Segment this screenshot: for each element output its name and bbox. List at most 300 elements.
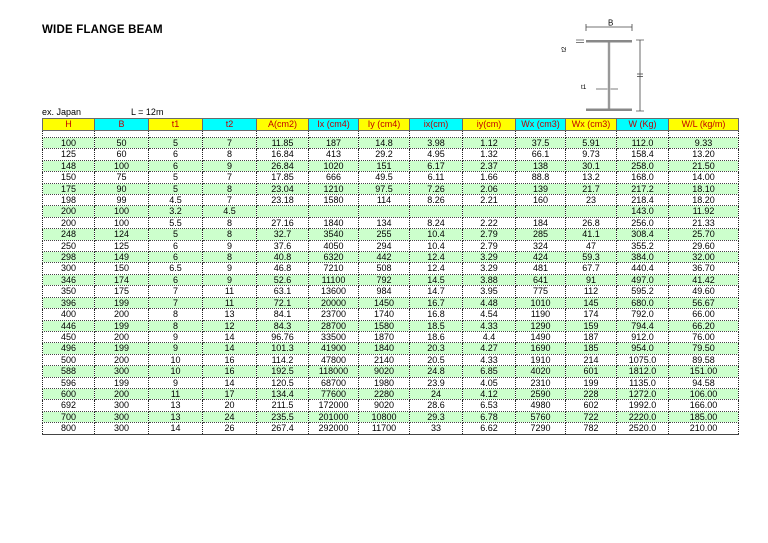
table-row (43, 206, 739, 217)
diagram-label-t2: t2 (561, 46, 568, 52)
table-cell: 125 (95, 240, 149, 251)
table-cell: 775 (516, 286, 566, 297)
table-cell: 20 (203, 400, 257, 411)
table-spacer-row (43, 131, 739, 138)
table-cell: 7 (149, 297, 203, 308)
table-cell: 6320 (309, 252, 359, 263)
table-cell (410, 206, 463, 217)
table-cell: 400 (43, 309, 95, 320)
table-row (43, 354, 739, 365)
table-cell: 41.42 (669, 274, 739, 285)
table-row (43, 229, 739, 240)
table-row (43, 263, 739, 274)
table-cell: 37.5 (516, 138, 566, 149)
table-cell: 1910 (516, 354, 566, 365)
table-cell: 134.4 (257, 388, 309, 399)
table-cell: 5.91 (566, 138, 617, 149)
header-wx-modulus-2: Wx (cm3) (566, 119, 617, 131)
table-cell (257, 206, 309, 217)
table-cell: 12.4 (410, 252, 463, 263)
table-cell: 7 (149, 286, 203, 297)
table-cell: 722 (566, 411, 617, 422)
table-cell: 8 (203, 252, 257, 263)
table-cell (359, 131, 410, 138)
table-cell: 1450 (359, 297, 410, 308)
table-cell: 101.3 (257, 343, 309, 354)
table-cell: 3.88 (463, 274, 516, 285)
table-cell: 413 (309, 149, 359, 160)
table-cell: 256.0 (617, 217, 669, 228)
table-cell: 4.33 (463, 354, 516, 365)
table-cell: 396 (43, 297, 95, 308)
table-cell: 346 (43, 274, 95, 285)
table-cell (516, 206, 566, 217)
table-cell: 300 (95, 423, 149, 434)
table-cell: 300 (95, 400, 149, 411)
table-cell: 5.5 (149, 217, 203, 228)
table-cell: 2.21 (463, 195, 516, 206)
table-cell: 11700 (359, 423, 410, 434)
table-cell: 23 (566, 195, 617, 206)
table-cell: 300 (95, 411, 149, 422)
header-h: H (43, 119, 95, 131)
table-cell: 23700 (309, 309, 359, 320)
table-cell (149, 131, 203, 138)
table-cell: 9020 (359, 366, 410, 377)
table-cell: 217.2 (617, 183, 669, 194)
table-cell: 308.4 (617, 229, 669, 240)
table-cell: 148 (43, 160, 95, 171)
table-cell: 588 (43, 366, 95, 377)
table-cell: 96.76 (257, 331, 309, 342)
table-cell: 3.2 (149, 206, 203, 217)
table-cell: 20000 (309, 297, 359, 308)
table-cell: 7 (203, 138, 257, 149)
table-cell: 14 (203, 343, 257, 354)
table-cell: 187 (566, 331, 617, 342)
table-cell: 602 (566, 400, 617, 411)
table-cell: 4.12 (463, 388, 516, 399)
table-cell: 29.60 (669, 240, 739, 251)
table-cell: 4.5 (149, 195, 203, 206)
table-cell: 912.0 (617, 331, 669, 342)
table-cell: 72.1 (257, 297, 309, 308)
table-cell: 30.1 (566, 160, 617, 171)
table-cell: 2.37 (463, 160, 516, 171)
table-row (43, 366, 739, 377)
table-cell: 114 (359, 195, 410, 206)
table-cell: 595.2 (617, 286, 669, 297)
table-cell: 143.0 (617, 206, 669, 217)
table-cell: 800 (43, 423, 95, 434)
table-cell: 954.0 (617, 343, 669, 354)
table-cell: 3.95 (463, 286, 516, 297)
table-cell: 8 (203, 229, 257, 240)
table-cell: 7 (203, 172, 257, 183)
table-cell: 40.8 (257, 252, 309, 263)
table-cell: 442 (359, 252, 410, 263)
header-ix-moment: Ix (cm4) (309, 119, 359, 131)
header-area: A(cm2) (257, 119, 309, 131)
table-cell: 88.8 (516, 172, 566, 183)
table-cell: 56.67 (669, 297, 739, 308)
header-iy-radius: iy(cm) (463, 119, 516, 131)
table-cell: 41900 (309, 343, 359, 354)
table-cell: 201000 (309, 411, 359, 422)
header-weight: W (Kg) (617, 119, 669, 131)
table-cell: 355.2 (617, 240, 669, 251)
table-row (43, 343, 739, 354)
table-cell: 1290 (516, 320, 566, 331)
table-cell: 2.06 (463, 183, 516, 194)
table-cell: 174 (95, 274, 149, 285)
table-cell: 9 (203, 160, 257, 171)
table-cell: 6 (149, 240, 203, 251)
table-cell: 14.7 (410, 286, 463, 297)
table-cell: 13.2 (566, 172, 617, 183)
table-cell: 199 (95, 297, 149, 308)
table-cell: 1135.0 (617, 377, 669, 388)
table-cell: 17.85 (257, 172, 309, 183)
table-cell: 255 (359, 229, 410, 240)
table-cell: 75 (95, 172, 149, 183)
table-cell: 4.5 (203, 206, 257, 217)
table-cell: 66.20 (669, 320, 739, 331)
table-cell: 14.00 (669, 172, 739, 183)
table-cell: 2310 (516, 377, 566, 388)
table-cell: 9 (203, 240, 257, 251)
table-cell: 5760 (516, 411, 566, 422)
table-row (43, 274, 739, 285)
table-cell: 600 (43, 388, 95, 399)
table-cell: 199 (95, 377, 149, 388)
table-row (43, 388, 739, 399)
table-cell: 596 (43, 377, 95, 388)
table-cell: 112.0 (617, 138, 669, 149)
table-cell: 4.95 (410, 149, 463, 160)
table-cell: 497.0 (617, 274, 669, 285)
header-wx-modulus: Wx (cm3) (516, 119, 566, 131)
table-cell: 26.8 (566, 217, 617, 228)
table-cell: 10 (149, 354, 203, 365)
table-cell: 1490 (516, 331, 566, 342)
table-cell: 33500 (309, 331, 359, 342)
table-row (43, 138, 739, 149)
table-cell: 18.10 (669, 183, 739, 194)
table-cell: 6.85 (463, 366, 516, 377)
table-cell: 32.00 (669, 252, 739, 263)
table-cell: 6.78 (463, 411, 516, 422)
table-cell: 267.4 (257, 423, 309, 434)
table-cell: 235.5 (257, 411, 309, 422)
table-cell: 47800 (309, 354, 359, 365)
table-cell: 16.8 (410, 309, 463, 320)
beam-spec-table (42, 118, 739, 435)
table-cell: 6 (149, 252, 203, 263)
table-cell: 23.04 (257, 183, 309, 194)
table-cell: 11.85 (257, 138, 309, 149)
table-cell: 2.22 (463, 217, 516, 228)
table-cell: 6 (149, 274, 203, 285)
table-header-row (43, 119, 739, 131)
table-cell: 666 (309, 172, 359, 183)
table-cell: 782 (566, 423, 617, 434)
table-cell: 8 (203, 217, 257, 228)
table-cell: 248 (43, 229, 95, 240)
table-cell: 172000 (309, 400, 359, 411)
table-cell: 199 (95, 343, 149, 354)
table-cell: 5 (149, 229, 203, 240)
table-cell: 2.79 (463, 240, 516, 251)
table-cell: 1840 (309, 217, 359, 228)
table-cell: 1020 (309, 160, 359, 171)
table-cell: 18.20 (669, 195, 739, 206)
table-cell: 7290 (516, 423, 566, 434)
table-cell: 9 (203, 263, 257, 274)
table-cell: 9 (149, 377, 203, 388)
beam-cross-section-diagram (552, 18, 652, 118)
table-cell: 79.50 (669, 343, 739, 354)
table-cell: 350 (43, 286, 95, 297)
table-cell: 4.05 (463, 377, 516, 388)
table-cell: 8 (203, 149, 257, 160)
table-cell: 84.1 (257, 309, 309, 320)
table-cell: 1690 (516, 343, 566, 354)
header-ix-radius: ix(cm) (410, 119, 463, 131)
table-cell: 18.5 (410, 320, 463, 331)
table-cell: 52.6 (257, 274, 309, 285)
table-cell: 8.26 (410, 195, 463, 206)
table-row (43, 172, 739, 183)
table-cell: 508 (359, 263, 410, 274)
table-cell: 692 (43, 400, 95, 411)
table-cell: 50 (95, 138, 149, 149)
header-weight-per-length: W/L (kg/m) (669, 119, 739, 131)
table-cell: 9.33 (669, 138, 739, 149)
table-cell: 200 (95, 388, 149, 399)
table-cell: 250 (43, 240, 95, 251)
table-cell (257, 131, 309, 138)
table-cell: 168.0 (617, 172, 669, 183)
table-cell: 10800 (359, 411, 410, 422)
table-cell: 33 (410, 423, 463, 434)
table-cell: 9020 (359, 400, 410, 411)
table-cell: 4.27 (463, 343, 516, 354)
table-cell: 300 (95, 366, 149, 377)
table-cell: 10.4 (410, 229, 463, 240)
table-row (43, 297, 739, 308)
table-cell: 1580 (309, 195, 359, 206)
table-cell: 145 (566, 297, 617, 308)
table-cell: 66.00 (669, 309, 739, 320)
table-cell: 187 (309, 138, 359, 149)
table-row (43, 400, 739, 411)
table-cell: 24 (410, 388, 463, 399)
table-cell (95, 131, 149, 138)
table-cell: 100 (95, 217, 149, 228)
table-cell: 218.4 (617, 195, 669, 206)
table-cell: 32.7 (257, 229, 309, 240)
table-cell: 106.00 (669, 388, 739, 399)
table-cell: 16.84 (257, 149, 309, 160)
table-cell: 3.29 (463, 252, 516, 263)
table-cell: 27.16 (257, 217, 309, 228)
table-cell: 481 (516, 263, 566, 274)
table-cell: 1272.0 (617, 388, 669, 399)
table-cell: 7 (203, 195, 257, 206)
table-cell: 2590 (516, 388, 566, 399)
table-cell: 3540 (309, 229, 359, 240)
table-cell: 29.2 (359, 149, 410, 160)
table-cell: 13600 (309, 286, 359, 297)
table-cell: 139 (516, 183, 566, 194)
table-cell: 9 (203, 274, 257, 285)
table-cell: 11 (203, 297, 257, 308)
table-cell: 214 (566, 354, 617, 365)
table-cell: 211.5 (257, 400, 309, 411)
table-cell (669, 131, 739, 138)
table-cell: 99 (95, 195, 149, 206)
table-cell (43, 131, 95, 138)
table-cell: 5 (149, 172, 203, 183)
table-cell: 200 (43, 206, 95, 217)
table-cell: 8.24 (410, 217, 463, 228)
table-cell: 60 (95, 149, 149, 160)
table-cell: 90 (95, 183, 149, 194)
table-cell: 185.00 (669, 411, 739, 422)
table-cell (309, 131, 359, 138)
table-cell: 10.4 (410, 240, 463, 251)
table-cell: 4020 (516, 366, 566, 377)
table-cell (410, 131, 463, 138)
table-cell: 46.8 (257, 263, 309, 274)
table-cell: 4.4 (463, 331, 516, 342)
table-cell: 175 (43, 183, 95, 194)
table-cell: 1210 (309, 183, 359, 194)
table-cell: 114.2 (257, 354, 309, 365)
diagram-label-b: B (608, 18, 614, 28)
table-cell: 10 (149, 366, 203, 377)
table-row (43, 149, 739, 160)
table-cell: 159 (566, 320, 617, 331)
header-b: B (95, 119, 149, 131)
table-row (43, 320, 739, 331)
table-cell: 13.20 (669, 149, 739, 160)
table-cell: 1740 (359, 309, 410, 320)
table-cell: 124 (95, 229, 149, 240)
table-cell: 384.0 (617, 252, 669, 263)
table-cell: 150 (95, 263, 149, 274)
table-cell (203, 131, 257, 138)
table-cell: 641 (516, 274, 566, 285)
table-cell (359, 206, 410, 217)
table-cell: 1840 (359, 343, 410, 354)
table-cell: 24 (203, 411, 257, 422)
table-cell: 2140 (359, 354, 410, 365)
table-cell: 1190 (516, 309, 566, 320)
length-label: L = 12m (131, 107, 164, 117)
table-cell: 8 (149, 320, 203, 331)
table-cell: 4.48 (463, 297, 516, 308)
table-cell: 14 (149, 423, 203, 434)
table-cell: 16.7 (410, 297, 463, 308)
table-cell: 228 (566, 388, 617, 399)
table-cell: 26 (203, 423, 257, 434)
table-cell: 450 (43, 331, 95, 342)
table-cell: 37.6 (257, 240, 309, 251)
table-cell: 7.26 (410, 183, 463, 194)
table-cell: 174 (566, 309, 617, 320)
table-cell: 4.54 (463, 309, 516, 320)
table-cell: 440.4 (617, 263, 669, 274)
table-cell: 67.7 (566, 263, 617, 274)
table-cell: 1010 (516, 297, 566, 308)
table-row (43, 195, 739, 206)
table-cell: 25.70 (669, 229, 739, 240)
table-cell: 49.60 (669, 286, 739, 297)
table-cell: 2220.0 (617, 411, 669, 422)
table-cell: 7210 (309, 263, 359, 274)
table-row (43, 377, 739, 388)
table-cell: 100 (95, 206, 149, 217)
table-cell: 17 (203, 388, 257, 399)
table-row (43, 423, 739, 434)
table-cell: 298 (43, 252, 95, 263)
table-cell: 120.5 (257, 377, 309, 388)
table-cell: 21.33 (669, 217, 739, 228)
table-cell: 3.29 (463, 263, 516, 274)
table-row (43, 331, 739, 342)
table-cell: 6 (149, 149, 203, 160)
table-cell: 16 (203, 366, 257, 377)
table-cell (566, 131, 617, 138)
table-row (43, 160, 739, 171)
table-cell: 300 (43, 263, 95, 274)
table-row (43, 240, 739, 251)
table-cell: 11.92 (669, 206, 739, 217)
table-cell: 9 (149, 331, 203, 342)
header-t2: t2 (203, 119, 257, 131)
table-cell: 8 (203, 183, 257, 194)
table-cell: 5 (149, 138, 203, 149)
table-cell: 28700 (309, 320, 359, 331)
table-row (43, 183, 739, 194)
table-cell: 166.00 (669, 400, 739, 411)
table-cell: 2520.0 (617, 423, 669, 434)
table-cell: 151 (359, 160, 410, 171)
table-cell: 13 (149, 400, 203, 411)
table-cell: 66.1 (516, 149, 566, 160)
table-cell: 41.1 (566, 229, 617, 240)
diagram-label-t1: t1 (581, 84, 587, 91)
table-cell: 118000 (309, 366, 359, 377)
table-cell (463, 206, 516, 217)
table-cell: 700 (43, 411, 95, 422)
table-cell: 1.66 (463, 172, 516, 183)
table-cell: 200 (95, 354, 149, 365)
table-cell: 149 (95, 252, 149, 263)
table-cell: 1580 (359, 320, 410, 331)
table-row (43, 286, 739, 297)
table-cell: 84.3 (257, 320, 309, 331)
table-cell: 294 (359, 240, 410, 251)
table-cell: 4.33 (463, 320, 516, 331)
table-cell: 76.00 (669, 331, 739, 342)
table-cell: 200 (95, 331, 149, 342)
table-cell: 138 (516, 160, 566, 171)
table-cell: 1075.0 (617, 354, 669, 365)
table-cell: 14 (203, 377, 257, 388)
